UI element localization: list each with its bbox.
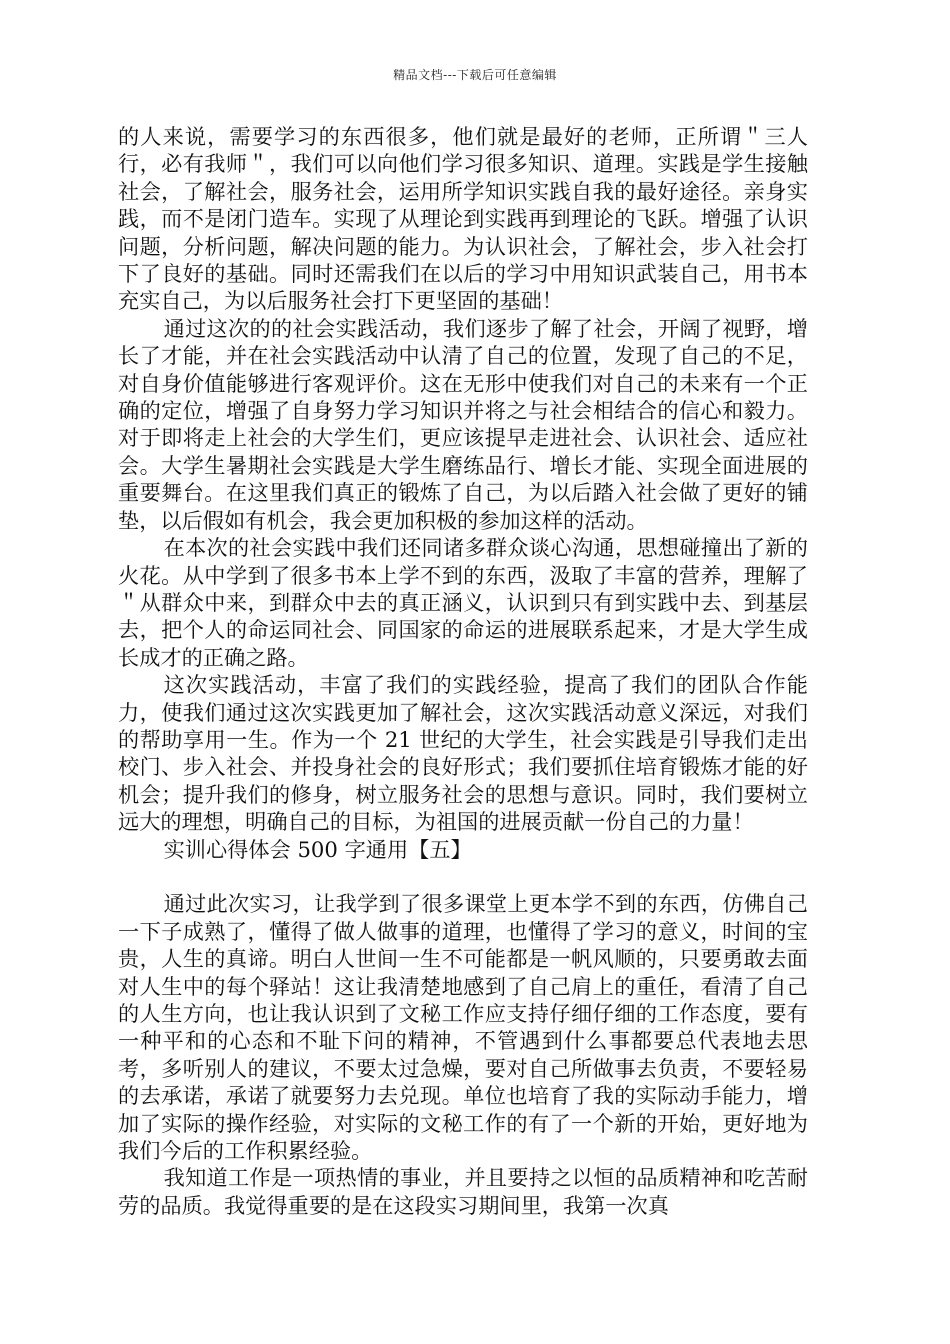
paragraph-masses-communication: 在本次的社会实践中我们还同诸多群众谈心沟通，思想碰撞出了新的火花。从中学到了很多书本上学不到的东西，汲取了丰富的营养，理解了＂从群众中来，到群众中去的真正涵义，认识到只有到实践中去、到基层去，把个人的命运同社会、同国家的命运的进展联系起来，才是大学生成长成才的正确之路。 [118,535,808,670]
paragraph-practice-experience: 这次实践活动，丰富了我们的实践经验，提高了我们的团队合作能力，使我们通过这次实践更加了解社会，这次实践活动意义深远，对我们的帮助享用一生。作为一个 21 世纪的大学生，社会实践是引导我们走出校门、步入社会、并投身社会的良好形式；我们要抓住培育锻炼才能的好机会；提升我们的修身，树立服务社会的思想与意识。同时，我们要树立远大的理想，明确自己的目标，为祖国的进展贡献一份自己的力量！ [118,672,808,835]
paragraph-continued: 的人来说，需要学习的东西很多，他们就是最好的老师，正所谓＂三人行，必有我师＂，我们可以向他们学习很多知识、道理。实践是学生接触社会，了解社会，服务社会，运用所学知识实践自我的最好途径。亲身实践，而不是闭门造车。实现了从理论到实践再到理论的飞跃。增强了认识问题，分析问题，解决问题的能力。为认识社会，了解社会，步入社会打下了良好的基础。同时还需我们在以后的学习中用知识武装自己，用书本充实自己，为以后服务社会打下更坚固的基础！ [118,124,808,314]
page-header: 精品文档---下载后可任意编辑 [393,68,557,82]
section-title: 实训心得体会 500 字通用【五】 [163,836,472,862]
paragraph-social-practice: 通过这次的的社会实践活动，我们逐步了解了社会，开阔了视野，增长了才能，并在社会实践活动中认清了自己的位置，发现了自己的不足，对自身价值能够进行客观评价。这在无形中使我们对自己的未来有一个正确的定位，增强了自身努力学习知识并将之与社会相结合的信心和毅力。对于即将走上社会的大学生们，更应该提早走进社会、认识社会、适应社会。大学生暑期社会实践是大学生磨练品行、增长才能、实现全面进展的重要舞台。在这里我们真正的锻炼了自己，为以后踏入社会做了更好的铺垫，以后假如有机会，我会更加积极的参加这样的活动。 [118,315,808,533]
paragraph-work-passion: 我知道工作是一项热情的事业，并且要持之以恒的品质精神和吃苦耐劳的品质。我觉得重要的是在这段实习期间里，我第一次真 [118,1165,808,1218]
blank-line [118,863,808,890]
paragraph-internship: 通过此次实习，让我学到了很多课堂上更本学不到的东西，仿佛自己一下子成熟了，懂得了做人做事的道理，也懂得了学习的意义，时间的宝贵，人生的真谛。明白人世间一生不可能都是一帆风顺的，只要勇敢去面对人生中的每个驿站！这让我清楚地感到了自己肩上的重任，看清了自己的人生方向，也让我认识到了文秘工作应支持仔细仔细的工作态度，要有一种平和的心态和不耻下问的精神，不管遇到什么事都要总代表地去思考，多听别人的建议，不要太过急燥，要对自己所做事去负责，不要轻易的去承诺，承诺了就要努力去兑现。单位也培育了我的实际动手能力，增加了实际的操作经验，对实际的文秘工作的有了一个新的开始，更好地为我们今后的工作积累经验。 [118,891,808,1164]
document-body [118,123,808,1219]
